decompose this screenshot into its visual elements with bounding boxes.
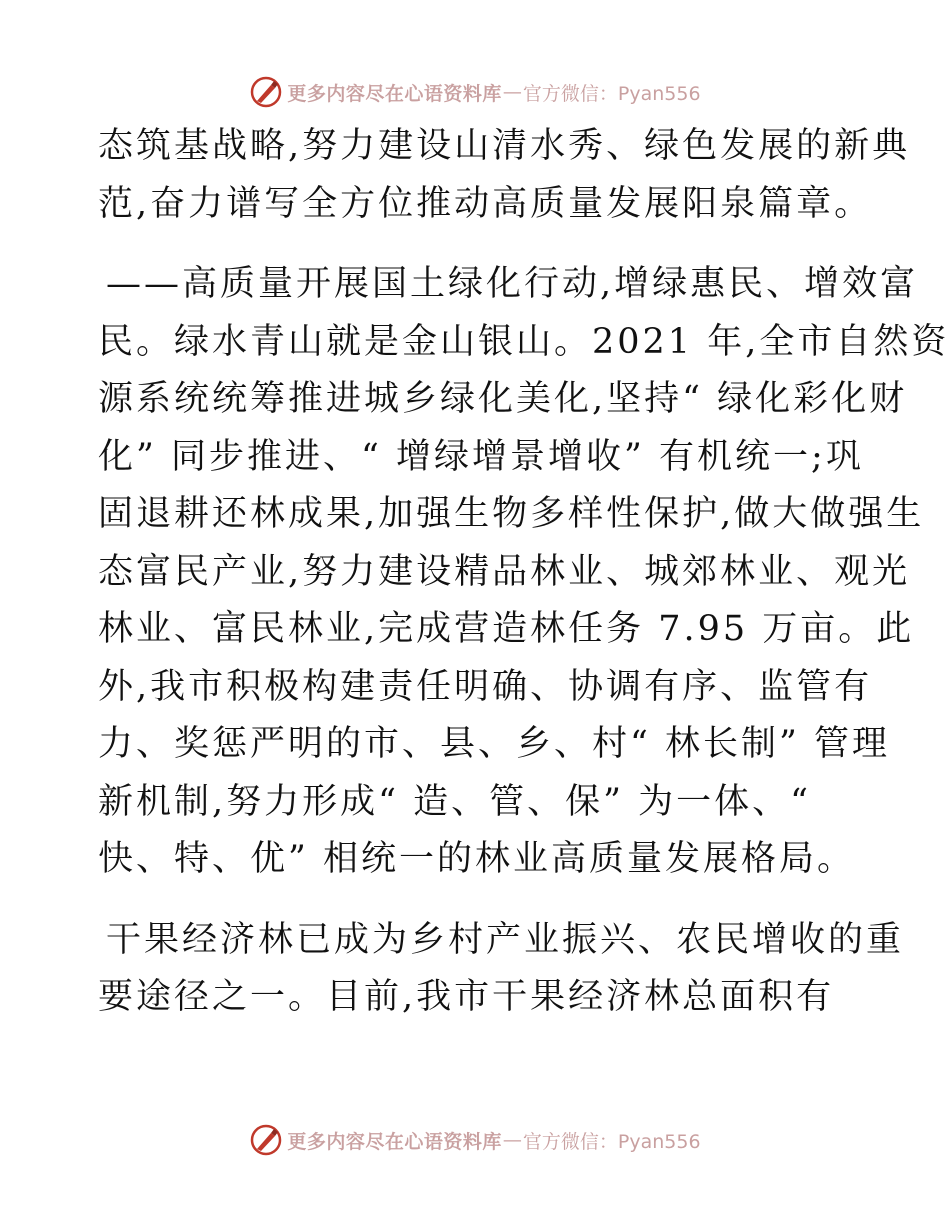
watermark-wechat: 官方微信：Pyan556 — [522, 1130, 701, 1153]
text-line: 新机制,努力形成“ 造、管、保” 为一体、“ — [98, 781, 812, 822]
footer-watermark — [0, 1120, 950, 1160]
watermark-dash: — — [502, 81, 522, 103]
text-line: 化” 同步推进、“ 增绿增景增收” 有机统一;巩 — [98, 436, 864, 477]
text-line: 源系统统筹推进城乡绿化美化,坚持“ 绿化彩化财 — [98, 379, 908, 419]
text-line: 态筑基战略,努力建设山清水秀、绿色发展的新典 — [98, 126, 911, 166]
document-body — [98, 118, 950, 1027]
text-line: 力、奖惩严明的市、县、乡、村“ 林长制” 管理 — [98, 724, 891, 764]
text-line: 快、特、优” 相统一的林业高质量发展格局。 — [98, 839, 856, 879]
paragraph-1 — [98, 118, 911, 233]
pen-logo-icon — [249, 75, 283, 109]
text-line: 态富民产业,努力建设精品林业、城郊林业、观光 — [98, 551, 911, 592]
text-line: 要途径之一。目前,我市干果经济林总面积有 — [98, 977, 835, 1017]
watermark-text: 更多内容尽在心语资料库 — [287, 1130, 502, 1153]
pen-logo-icon — [249, 1123, 283, 1157]
paragraph-2 — [98, 256, 950, 889]
paragraph-3 — [98, 912, 905, 1027]
watermark-text: 更多内容尽在心语资料库 — [287, 82, 502, 105]
watermark-dash: — — [502, 1129, 522, 1151]
text-line: 林业、富民林业,完成营造林任务 7.95 万亩。此 — [98, 609, 915, 649]
text-line: 范,奋力谱写全方位推动高质量发展阳泉篇章。 — [98, 183, 873, 224]
text-line: 干果经济林已成为乡村产业振兴、农民增收的重 — [106, 919, 905, 960]
text-line: 外,我市积极构建责任明确、协调有序、监管有 — [98, 666, 873, 707]
text-line: 固退耕还林成果,加强生物多样性保护,做大做强生 — [98, 494, 925, 534]
text-line: ——高质量开展国土绿化行动,增绿惠民、增效富 — [106, 264, 919, 304]
text-line: 民。绿水青山就是金山银山。2021 年,全市自然资 — [98, 321, 950, 362]
watermark-wechat: 官方微信：Pyan556 — [522, 82, 701, 105]
header-watermark — [0, 72, 950, 112]
